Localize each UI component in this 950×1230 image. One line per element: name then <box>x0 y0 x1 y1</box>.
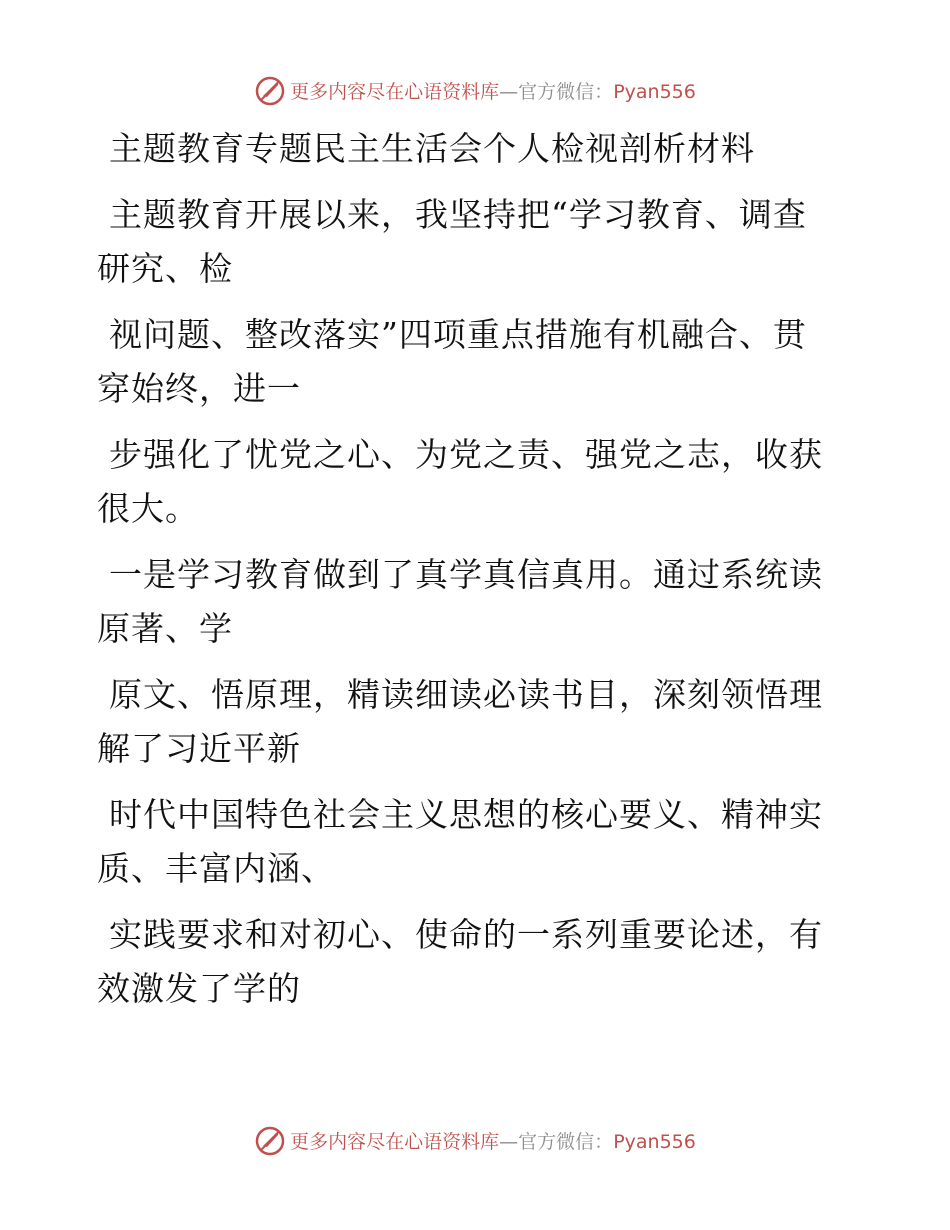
paragraph-line: 解了习近平新 <box>97 729 301 768</box>
paragraph-line: 原著、学 <box>97 609 233 648</box>
paragraph <box>97 908 857 1016</box>
quill-logo-icon <box>254 74 286 106</box>
paragraph-line: 实践要求和对初心、使命的一系列重要论述，有 <box>109 915 823 954</box>
watermark-wechat-id: Pyan556 <box>613 1130 696 1153</box>
paragraph-line: 研究、检 <box>97 249 233 288</box>
watermark-dash: — <box>499 80 519 103</box>
paragraph <box>97 308 857 416</box>
paragraph-line: 视问题、整改落实”四项重点措施有机融合、贯 <box>109 315 807 354</box>
watermark-wechat-id: Pyan556 <box>613 80 696 103</box>
quill-logo-icon <box>254 1124 286 1156</box>
paragraph <box>97 788 857 896</box>
document-title: 主题教育专题民主生活会个人检视剖析材料 <box>109 129 755 168</box>
paragraph <box>97 548 857 656</box>
footer-watermark <box>0 1120 950 1160</box>
paragraph-line: 主题教育开展以来，我坚持把“学习教育、调查 <box>109 195 807 234</box>
watermark-wechat-label: 官方微信： <box>518 1130 614 1153</box>
paragraph-line: 原文、悟原理，精读细读必读书目，深刻领悟理 <box>109 675 823 714</box>
paragraph <box>97 428 857 536</box>
paragraph-line: 一是学习教育做到了真学真信真用。通过系统读 <box>109 555 823 594</box>
paragraph-line: 很大。 <box>97 489 199 528</box>
paragraph <box>97 668 857 776</box>
watermark-site: 更多内容尽在心语资料库 <box>290 1130 500 1153</box>
paragraph-line: 时代中国特色社会主义思想的核心要义、精神实 <box>109 795 823 834</box>
paragraph-line: 穿始终，进一 <box>97 369 301 408</box>
watermark-wechat-label: 官方微信： <box>518 80 614 103</box>
watermark-dash: — <box>499 1130 519 1153</box>
paragraph <box>97 188 857 296</box>
watermark-site: 更多内容尽在心语资料库 <box>290 80 500 103</box>
header-watermark <box>0 70 950 110</box>
paragraph-line: 质、丰富内涵、 <box>97 849 335 888</box>
paragraph-line: 步强化了忧党之心、为党之责、强党之志，收获 <box>109 435 823 474</box>
document-body <box>97 122 857 1028</box>
paragraph-line: 效激发了学的 <box>97 969 301 1008</box>
